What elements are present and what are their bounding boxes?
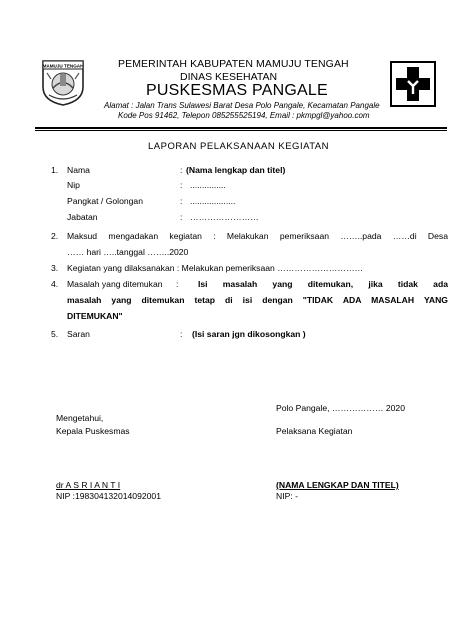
masalah-line-1: Isi masalah yang ditemukan, jika tidak ada — [198, 279, 448, 289]
item-1-number: 1. — [51, 165, 59, 175]
nip-label: Nip — [67, 180, 80, 190]
kegiatan-line: Kegiatan yang dilaksanakan : Melakukan pemeriksaan ………………………… — [67, 263, 364, 273]
maksud-line-1: Maksud mengadakan kegiatan : Melakukan pemeriksaan ……..pada ……di Desa — [67, 231, 448, 241]
masalah-colon: : — [176, 279, 179, 289]
pelaksana-name-placeholder: (NAMA LENGKAP DAN TITEL) — [276, 480, 399, 490]
jabatan-colon: : — [180, 212, 183, 222]
place-date: Polo Pangale, ……………… 2020 — [276, 403, 405, 413]
header-divider-thick — [35, 127, 447, 129]
item-5-number: 5. — [51, 329, 59, 339]
puskesmas-cross-logo — [390, 61, 436, 107]
regency-emblem-logo — [39, 57, 87, 107]
pangkat-colon: : — [180, 196, 183, 206]
kepala-puskesmas-label: Kepala Puskesmas — [56, 426, 130, 436]
jabatan-label: Jabatan — [67, 212, 98, 222]
logo-banner-text: MAMUJU TENGAH — [42, 63, 84, 69]
nip-colon: : — [180, 180, 183, 190]
masalah-line-3: DITEMUKAN" — [67, 311, 123, 321]
document-title: LAPORAN PELAKSANAAN KEGIATAN — [148, 141, 330, 152]
kepala-nip: NIP :198304132014092001 — [56, 491, 161, 501]
header-government: PEMERINTAH KABUPATEN MAMUJU TENGAH — [118, 58, 349, 70]
pangkat-value: ................... — [190, 196, 236, 206]
pelaksana-nip: NIP: - — [276, 491, 298, 501]
item-2-number: 2. — [51, 231, 59, 241]
maksud-line-2: …… hari …..tanggal ……..2020 — [67, 247, 189, 257]
saran-value: (Isi saran jgn dikosongkan ) — [192, 329, 306, 339]
item-4-number: 4. — [51, 279, 59, 289]
saran-colon: : — [180, 329, 183, 339]
pelaksana-kegiatan-label: Pelaksana Kegiatan — [276, 426, 353, 436]
saran-label: Saran — [67, 329, 90, 339]
mengetahui-label: Mengetahui, — [56, 413, 104, 423]
header-address-line-1: Alamat : Jalan Trans Sulawesi Barat Desa Polo Pangale, Kecamatan Pangale — [104, 101, 380, 110]
header-address-line-2: Kode Pos 91462, Telepon 085255525194, Email : pkmpgl@yahoo.com — [118, 111, 370, 120]
nip-value: ............... — [190, 180, 226, 190]
jabatan-value: …………………… — [190, 212, 259, 222]
header-divider-thin — [35, 130, 447, 131]
nama-value: (Nama lengkap dan titel) — [186, 165, 286, 175]
nama-label: Nama — [67, 165, 90, 175]
header-puskesmas-name: PUSKESMAS PANGALE — [146, 82, 328, 99]
header-department: DINAS KESEHATAN — [180, 71, 278, 83]
nama-colon: : — [180, 165, 183, 175]
item-3-number: 3. — [51, 263, 59, 273]
masalah-label: Masalah yang ditemukan — [67, 279, 163, 289]
kepala-name: dr A S R I A N T I — [56, 480, 121, 490]
masalah-line-2: masalah yang ditemukan tetap di isi dengan "TIDAK ADA MASALAH YANG — [67, 295, 448, 305]
pangkat-label: Pangkat / Golongan — [67, 196, 143, 206]
